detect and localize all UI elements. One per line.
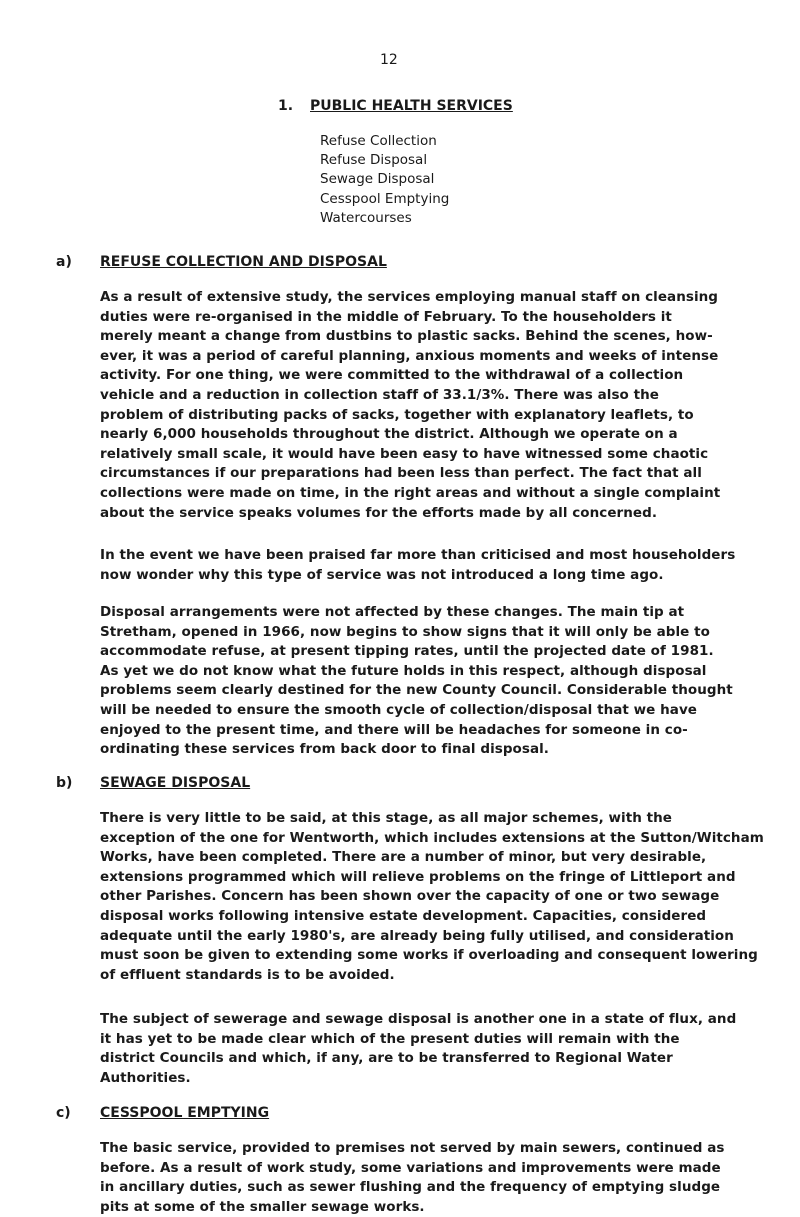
- text-line: other Parishes. Concern has been shown over the capacity of one or two sewage: [100, 888, 720, 905]
- text-line: The basic service, provided to premises not served by main sewers, continued as: [100, 1140, 725, 1156]
- text-line: merely meant a change from dustbins to plastic sacks. Behind the scenes, how-: [100, 328, 713, 345]
- text-line: extensions programmed which will relieve problems on the fringe of Littleport and: [100, 868, 736, 885]
- text-line: pits at some of the smaller sewage works.: [100, 1198, 425, 1215]
- section-c-heading: CESSPOOL EMPTYING: [100, 1105, 270, 1121]
- section-a-paragraph-3: [100, 603, 780, 760]
- text-line: of effluent standards is to be avoided.: [100, 966, 395, 983]
- section-a-paragraph-2: [100, 546, 780, 585]
- text-line: duties were re-organised in the middle of February. To the householders it: [100, 308, 672, 325]
- title-text: PUBLIC HEALTH SERVICES: [310, 98, 513, 114]
- text-line: In the event we have been praised far more than criticised and most householders: [100, 547, 736, 563]
- text-line: collections were made on time, in the right areas and without a single complaint: [100, 484, 721, 501]
- contents-item: Cesspool Emptying: [320, 190, 450, 207]
- title-number: 1.: [278, 98, 294, 114]
- text-line: ever, it was a period of careful planning, anxious moments and weeks of intense: [100, 347, 719, 364]
- text-line: relatively small scale, it would have been easy to have witnessed some chaotic: [100, 445, 709, 462]
- contents-item: Refuse Collection: [320, 133, 437, 149]
- contents-item: Sewage Disposal: [320, 171, 435, 188]
- section-b-paragraph-2: [100, 1010, 780, 1088]
- text-line: in ancillary duties, such as sewer flushing and the frequency of emptying sludge: [100, 1179, 721, 1196]
- text-line: Disposal arrangements were not affected by these changes. The main tip at: [100, 604, 685, 620]
- section-a-heading: REFUSE COLLECTION AND DISPOSAL: [100, 254, 387, 270]
- text-line: nearly 6,000 households throughout the district. Although we operate on a: [100, 426, 678, 443]
- text-line: ordinating these services from back door to final disposal.: [100, 741, 549, 758]
- section-c-paragraph-1: [100, 1139, 780, 1217]
- page-number: 12: [380, 52, 398, 68]
- section-b-heading: SEWAGE DISPOSAL: [100, 775, 251, 791]
- section-b-letter: b): [56, 775, 73, 791]
- text-line: disposal works following intensive estate development. Capacities, considered: [100, 907, 707, 924]
- text-line: adequate until the early 1980's, are already being fully utilised, and consideration: [100, 927, 734, 944]
- text-line: exception of the one for Wentworth, which includes extensions at the Sutton/Witcham: [100, 829, 764, 846]
- section-c-letter: c): [56, 1105, 71, 1121]
- text-line: Works, have been completed. There are a number of minor, but very desirable,: [100, 849, 707, 866]
- section-a-paragraph-1: [100, 288, 780, 523]
- text-line: activity. For one thing, we were committed to the withdrawal of a collection: [100, 367, 684, 384]
- text-line: circumstances if our preparations had been less than perfect. The fact that all: [100, 465, 702, 482]
- text-line: As yet we do not know what the future holds in this respect, although disposal: [100, 662, 707, 679]
- text-line: accommodate refuse, at present tipping rates, until the projected date of 1981.: [100, 643, 714, 660]
- text-line: it has yet to be made clear which of the present duties will remain with the: [100, 1030, 680, 1047]
- text-line: Authorities.: [100, 1069, 191, 1086]
- text-line: must soon be given to extending some works if overloading and consequent lowering: [100, 947, 758, 964]
- text-line: before. As a result of work study, some variations and improvements were made: [100, 1159, 721, 1176]
- text-line: vehicle and a reduction in collection staff of 33.1/3%. There was also the: [100, 386, 659, 403]
- text-line: problems seem clearly destined for the new County Council. Considerable thought: [100, 682, 733, 699]
- text-line: problem of distributing packs of sacks, together with explanatory leaflets, to: [100, 406, 694, 423]
- text-line: district Councils and which, if any, are to be transferred to Regional Water: [100, 1050, 673, 1067]
- document-title: [278, 98, 513, 114]
- text-line: enjoyed to the present time, and there will be headaches for someone in co-: [100, 721, 688, 738]
- contents-item: Refuse Disposal: [320, 152, 428, 169]
- text-line: As a result of extensive study, the services employing manual staff on cleansing: [100, 289, 719, 305]
- text-line: Stretham, opened in 1966, now begins to show signs that it will only be able to: [100, 623, 710, 640]
- section-b-paragraph-1: [100, 809, 780, 985]
- contents-item: Watercourses: [320, 209, 412, 226]
- text-line: There is very little to be said, at this stage, as all major schemes, with the: [100, 810, 672, 826]
- text-line: about the service speaks volumes for the efforts made by all concerned.: [100, 504, 658, 521]
- contents-list: [320, 132, 449, 228]
- text-line: now wonder why this type of service was not introduced a long time ago.: [100, 566, 664, 583]
- text-line: will be needed to ensure the smooth cycle of collection/disposal that we have: [100, 701, 698, 718]
- section-a-letter: a): [56, 254, 72, 270]
- text-line: The subject of sewerage and sewage disposal is another one in a state of flux, and: [100, 1011, 737, 1027]
